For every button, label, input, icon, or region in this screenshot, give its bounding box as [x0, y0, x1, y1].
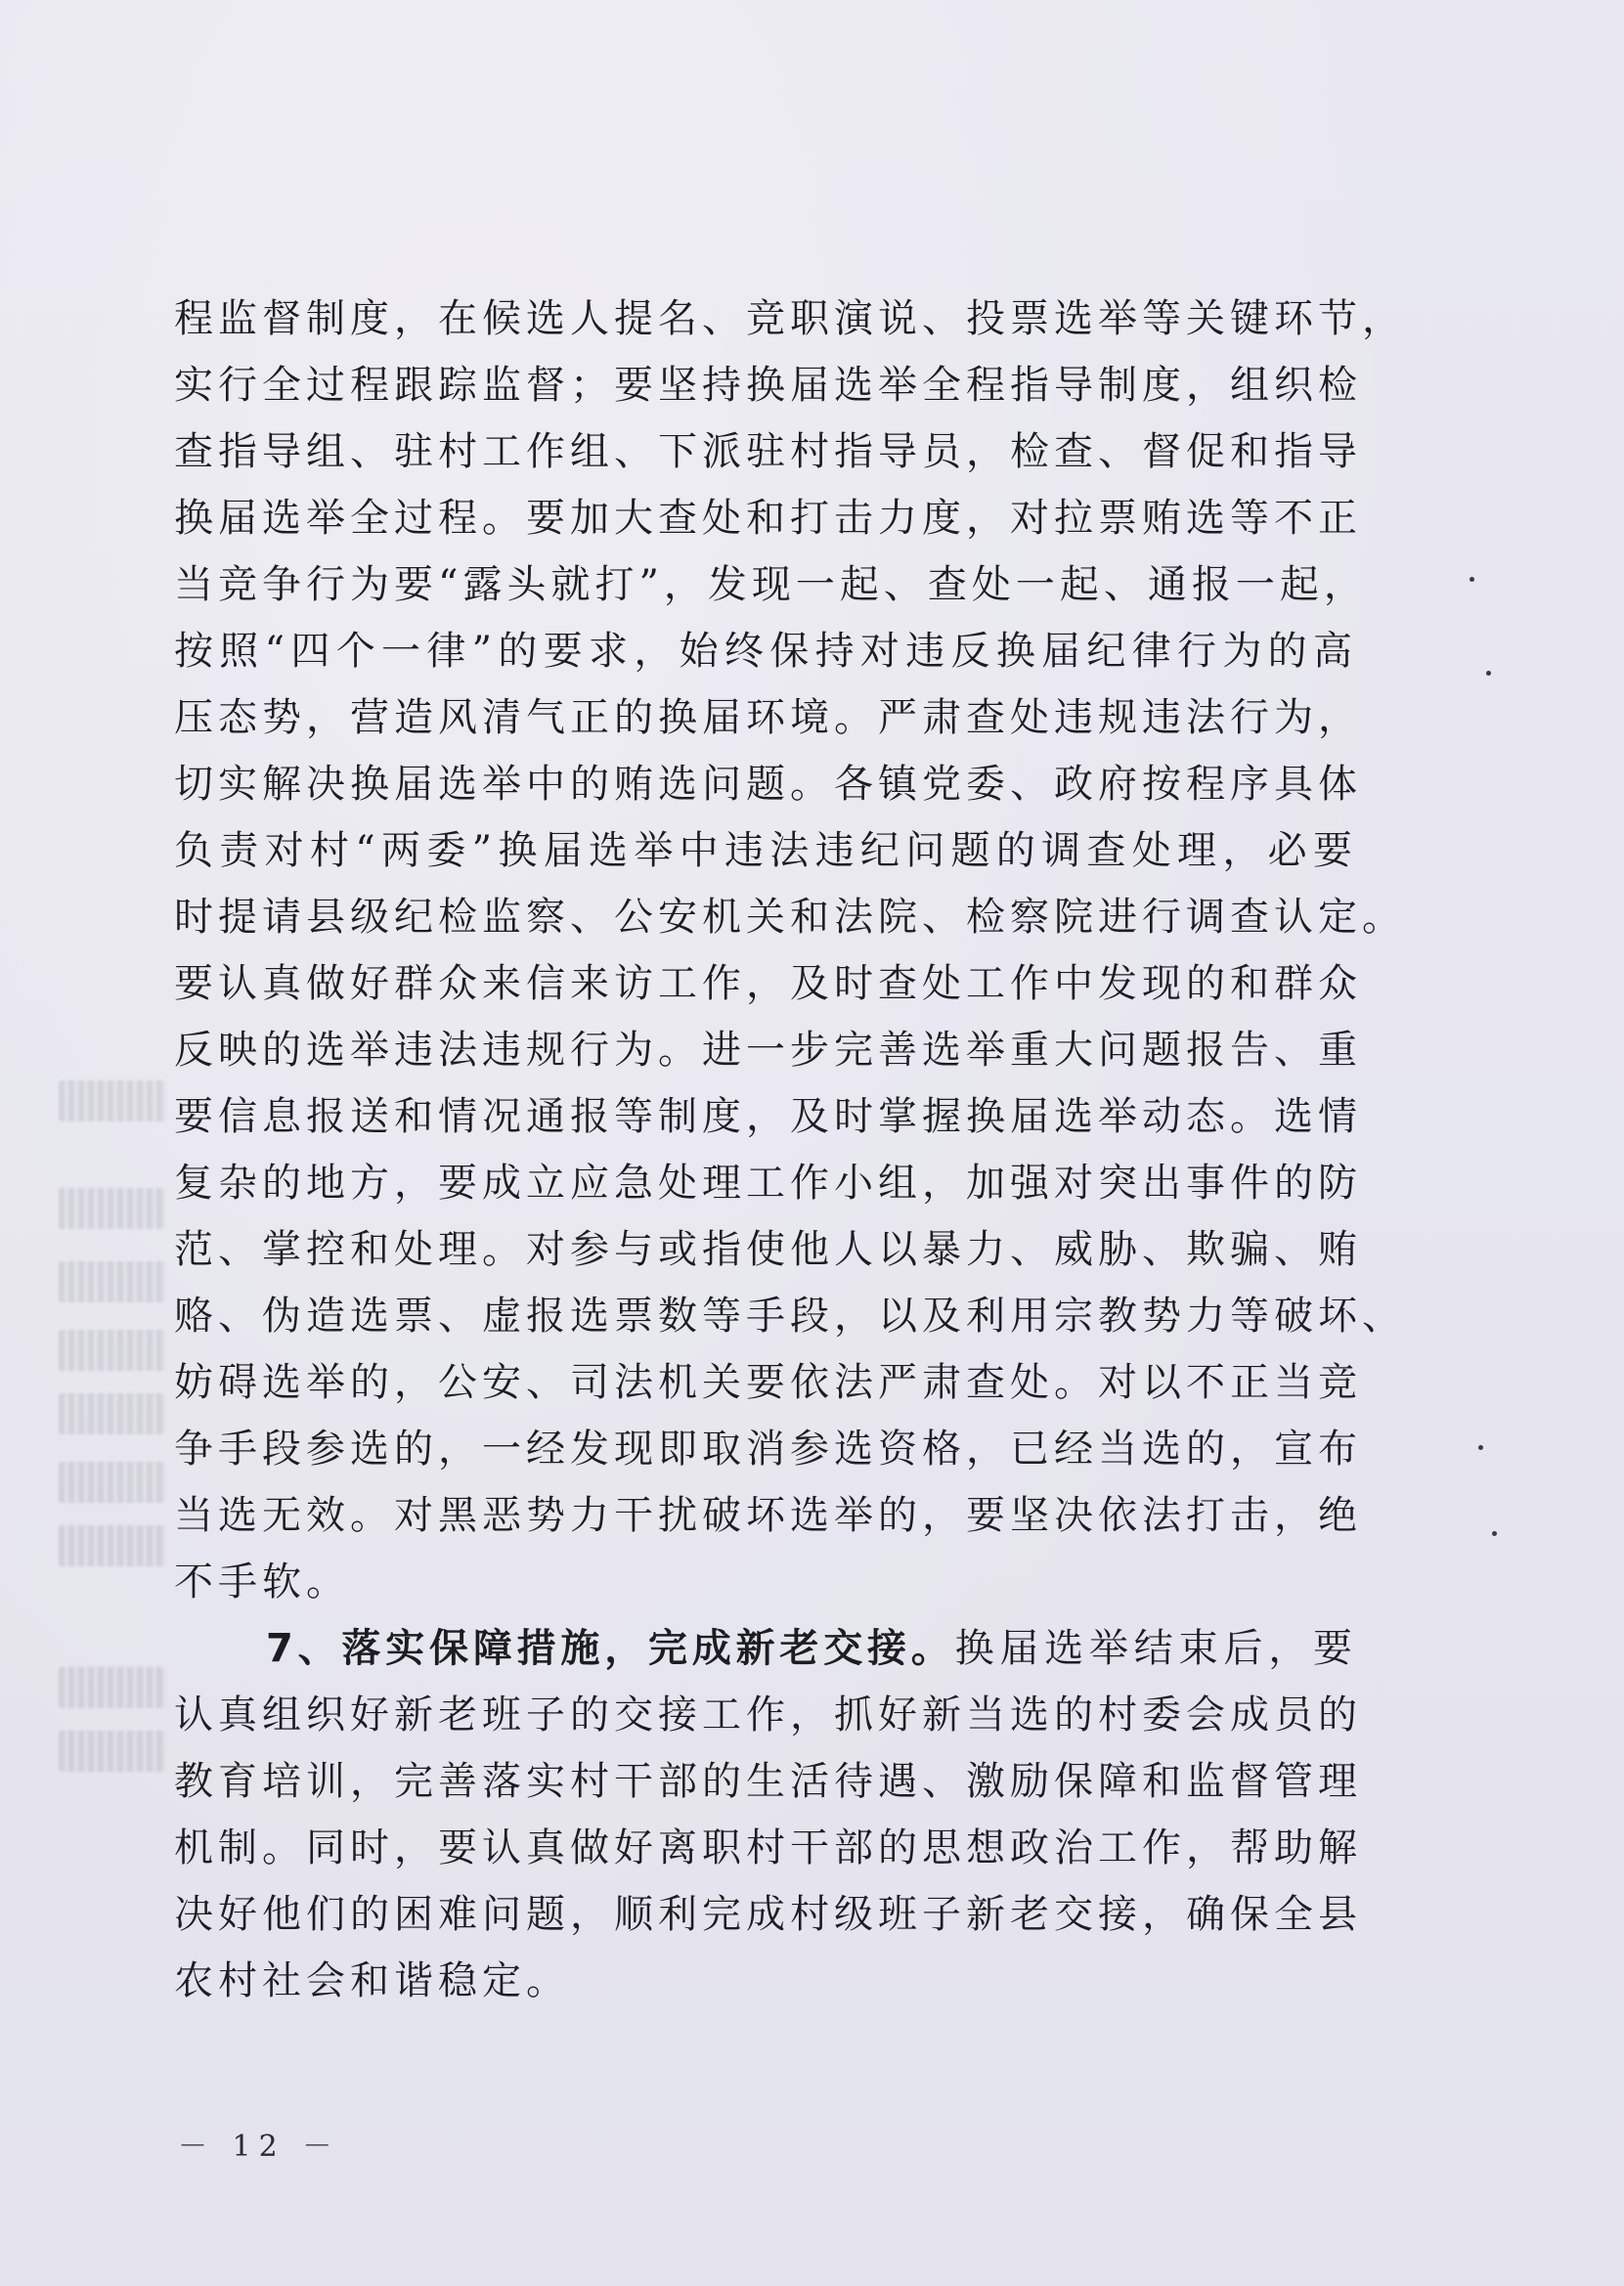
scan-speck	[1478, 1445, 1483, 1450]
scan-speck	[1492, 1531, 1497, 1536]
paragraph-line: 妨碍选举的，公安、司法机关要依法严肃查处。对以不正当竞	[174, 1360, 1362, 1405]
paragraph-line: 争手段参选的，一经发现即取消参选资格，已经当选的，宣布	[174, 1427, 1362, 1472]
paragraph-line: 查指导组、驻村工作组、下派驻村指导员，检查、督促和指导	[174, 429, 1362, 474]
paragraph-line: 换届选举全过程。要加大查处和打击力度，对拉票贿选等不正	[174, 496, 1362, 541]
scan-speck	[1470, 577, 1474, 582]
body-text	[174, 286, 1406, 2014]
paragraph-line: 实行全过程跟踪监督；要坚持换届选举全程指导制度，组织检	[174, 363, 1362, 408]
bleed-through-mark	[59, 1188, 166, 1229]
paragraph-line: 要信息报送和情况通报等制度，及时掌握换届选举动态。选情	[174, 1094, 1362, 1139]
paragraph-line: 当选无效。对黑恶势力干扰破坏选举的，要坚决依法打击，绝	[174, 1493, 1362, 1538]
page-number: － 12 －	[178, 2130, 340, 2164]
paragraph-line: 时提请县级纪检监察、公安机关和法院、检察院进行调查认定。	[174, 895, 1406, 940]
bleed-through-mark	[59, 1330, 166, 1371]
paragraph-line: 认真组织好新老班子的交接工作，抓好新当选的村委会成员的	[174, 1693, 1362, 1737]
bleed-through-mark	[59, 1731, 166, 1772]
paragraph-line: 教育培训，完善落实村干部的生活待遇、激励保障和监督管理	[174, 1759, 1362, 1804]
paragraph-line: 农村社会和谐稳定。	[174, 1958, 570, 2003]
paragraph-line: 范、掌控和处理。对参与或指使他人以暴力、威胁、欺骗、贿	[174, 1227, 1362, 1272]
scan-speck	[1486, 671, 1491, 676]
bleed-through-mark	[59, 1462, 166, 1503]
section-7-first-line-text: 换届选举结束后，要	[954, 1626, 1357, 1671]
paragraph-line: 压态势，营造风清气正的换届环境。严肃查处违规违法行为，	[174, 695, 1362, 740]
bleed-through-mark	[59, 1080, 166, 1121]
bleed-through-mark	[59, 1261, 166, 1302]
bleed-through-mark	[59, 1525, 166, 1566]
bleed-through-mark	[59, 1393, 166, 1434]
section-heading: 7、落实保障措施，完成新老交接。	[266, 1626, 955, 1671]
paragraph-line: 要认真做好群众来信来访工作，及时查处工作中发现的和群众	[174, 961, 1362, 1006]
bleed-through-mark	[59, 1667, 166, 1708]
paragraph-line: 复杂的地方，要成立应急处理工作小组，加强对突出事件的防	[174, 1161, 1362, 1206]
paragraph-line: 机制。同时，要认真做好离职村干部的思想政治工作，帮助解	[174, 1825, 1362, 1870]
paragraph-line: 程监督制度，在候选人提名、竞职演说、投票选举等关键环节，	[174, 296, 1406, 341]
paragraph-line: 不手软。	[174, 1560, 350, 1605]
paragraph-line: 负责对村“两委”换届选举中违法违纪问题的调查处理，必要	[174, 828, 1357, 873]
section-7-first-line	[174, 1615, 1357, 1682]
paragraph-line: 赂、伪造选票、虚报选票数等手段，以及利用宗教势力等破坏、	[174, 1294, 1406, 1339]
paragraph-line: 决好他们的困难问题，顺利完成村级班子新老交接，确保全县	[174, 1892, 1362, 1937]
paragraph-line: 切实解决换届选举中的贿选问题。各镇党委、政府按程序具体	[174, 762, 1362, 807]
paragraph-line: 按照“四个一律”的要求，始终保持对违反换届纪律行为的高	[174, 629, 1357, 674]
paragraph-line: 反映的选举违法违规行为。进一步完善选举重大问题报告、重	[174, 1028, 1362, 1073]
paragraph-line: 当竞争行为要“露头就打”，发现一起、查处一起、通报一起，	[174, 562, 1368, 607]
